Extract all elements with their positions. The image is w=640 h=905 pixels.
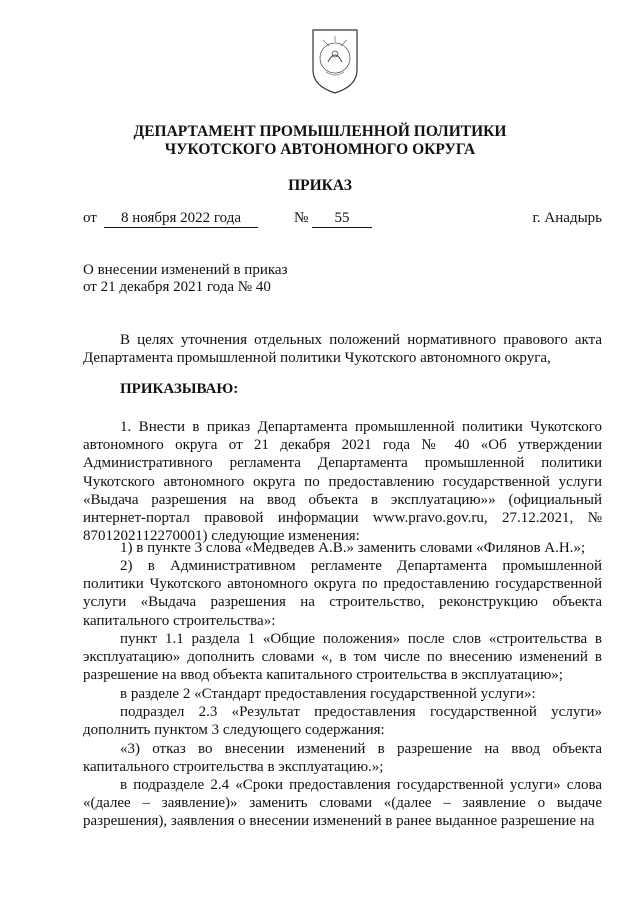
paragraph: «3) отказ во внесении изменений в разрешение на ввод объекта капитального строительства в эксплуатацию.»; [83, 741, 602, 776]
document-type: ПРИКАЗ [288, 177, 352, 194]
paragraph: в подразделе 2.4 «Сроки предоставления государственной услуги» слова «(далее – заявление)» заменить словами «(далее – заявление о выдаче разрешения), заявления о внесении изменений в ранее выданное разрешение на [83, 777, 602, 830]
city: г. Анадырь [532, 210, 602, 226]
paragraph: в разделе 2 «Стандарт предоставления государственной услуги»: [120, 686, 536, 702]
subject-line2: от 21 декабря 2021 года № 40 [83, 279, 271, 295]
order-date: 8 ноября 2022 года [104, 210, 258, 228]
order-word: ПРИКАЗЫВАЮ: [120, 381, 239, 397]
coat-of-arms-icon [309, 26, 361, 96]
number-label: № [294, 210, 309, 226]
department-name-line2: ЧУКОТСКОГО АВТОНОМНОГО ОКРУГА [164, 141, 476, 158]
order-number: 55 [312, 210, 372, 228]
paragraph: подраздел 2.3 «Результат предоставления государственной услуги» дополнить пунктом 3 следующего содержания: [83, 704, 602, 739]
paragraph: 1. Внести в приказ Департамента промышленной политики Чукотского автономного округа от 21 декабря 2021 года № 40 «Об утверждении Административного регламента Департамента промышленной политики Чукотского автономного округа по предоставлению государственной услуги «Выдача разрешения на ввод объекта в эксплуатацию»» (официальный интернет-портал правовой информации www.pravo.gov.ru, 27.12.2021, № 8701202112270001) следующие изменения: [83, 419, 602, 545]
preamble: В целях уточнения отдельных положений нормативного правового акта Департамента промышленной политики Чукотского автономного округа, [83, 332, 602, 367]
paragraph: 1) в пункте 3 слова «Медведев А.В.» заменить словами «Филянов А.Н.»; [120, 540, 586, 556]
paragraph: 2) в Административном регламенте Департамента промышленной политики Чукотского автономного округа по предоставлению государственной услуги «Выдача разрешения на строительство, реконструкцию объекта капитального строительства»: [83, 558, 602, 629]
subject-line1: О внесении изменений в приказ [83, 262, 288, 278]
paragraph: пункт 1.1 раздела 1 «Общие положения» после слов «строительства в эксплуатацию» дополнить словами «, в том числе по внесению изменений в разрешение на ввод объекта капитального строительства в эксплуатацию»; [83, 631, 602, 684]
department-name-line1: ДЕПАРТАМЕНТ ПРОМЫШЛЕННОЙ ПОЛИТИКИ [133, 123, 507, 140]
date-label: от [83, 210, 97, 226]
